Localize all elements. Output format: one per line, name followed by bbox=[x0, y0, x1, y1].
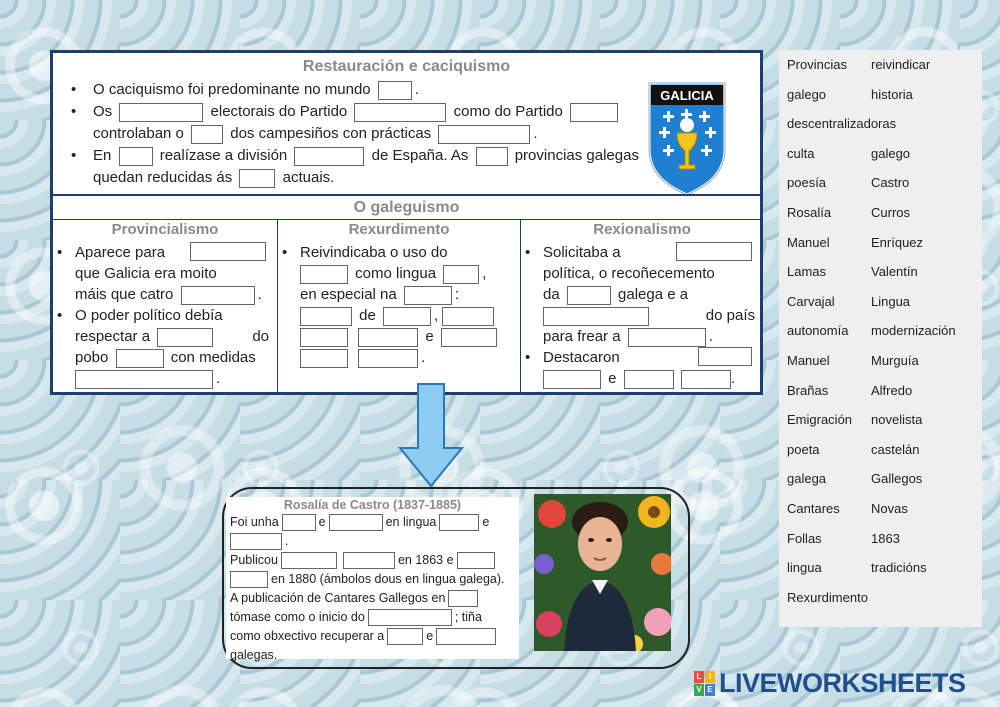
galicia-shield-icon bbox=[645, 79, 729, 197]
text: como lingua bbox=[355, 265, 437, 282]
rexionalismo-column bbox=[520, 219, 763, 392]
blank-input[interactable] bbox=[329, 514, 383, 531]
blank-input[interactable] bbox=[436, 628, 496, 645]
blank-input[interactable] bbox=[300, 349, 348, 368]
word-bank-item[interactable]: galego bbox=[871, 145, 911, 161]
word-bank-item[interactable]: Carvajal bbox=[787, 293, 835, 309]
text: en especial na bbox=[300, 286, 397, 303]
text: do país bbox=[705, 307, 755, 324]
word-bank-item[interactable]: Enríquez bbox=[871, 234, 924, 250]
blank-input[interactable] bbox=[75, 370, 213, 389]
text: como do Partido bbox=[453, 103, 563, 120]
word-bank-item[interactable]: 1863 bbox=[871, 530, 900, 546]
liveworksheets-logo-text: LIVEWORKSHEETS bbox=[719, 668, 966, 698]
blank-input[interactable] bbox=[239, 169, 275, 188]
text: política, o recoñecemento bbox=[543, 265, 715, 282]
text: e bbox=[318, 515, 326, 529]
blank-input[interactable] bbox=[442, 307, 494, 326]
word-bank-item[interactable]: galego bbox=[787, 86, 827, 102]
restauracion-title: Restauración e caciquismo bbox=[302, 58, 511, 75]
text: e bbox=[425, 328, 434, 345]
rosalia-line-7 bbox=[230, 627, 515, 646]
liveworksheets-logo-icon bbox=[694, 671, 716, 697]
word-bank-item[interactable]: Valentín bbox=[871, 264, 918, 280]
rexionalismo-item-1: • Solicitaba a política, o recoñecemento da galega e a do país para frear a . bbox=[523, 242, 755, 347]
blank-input[interactable] bbox=[181, 286, 255, 305]
text: controlaban o bbox=[93, 125, 184, 142]
word-bank-item[interactable]: Lamas bbox=[787, 264, 827, 280]
word-bank-item[interactable]: Lingua bbox=[871, 293, 911, 309]
blank-input[interactable] bbox=[294, 147, 364, 166]
shield-label: GALICIA bbox=[660, 88, 714, 103]
blank-input[interactable] bbox=[119, 147, 153, 166]
text: en 1880 (ámbolos dous en lingua galega). bbox=[271, 572, 505, 586]
text: ; tiña bbox=[454, 610, 482, 624]
rosalia-title: Rosalía de Castro (1837-1885) bbox=[283, 498, 462, 512]
restauracion-item-2: • Os electorais do Partido como do Partido controlaban o dos campesiños con prácticas . bbox=[67, 101, 647, 145]
provincialismo-title: Provincialismo bbox=[111, 221, 219, 238]
word-bank-item[interactable]: culta bbox=[787, 145, 815, 161]
text: Reivindicaba o uso do bbox=[300, 244, 448, 261]
blank-input[interactable] bbox=[681, 370, 731, 389]
blank-input[interactable] bbox=[457, 552, 495, 569]
word-bank-item[interactable]: Manuel bbox=[787, 353, 830, 368]
text: para frear a bbox=[543, 328, 621, 345]
blank-input[interactable] bbox=[190, 242, 266, 261]
word-bank-item[interactable]: Murguía bbox=[871, 353, 919, 368]
liveworksheets-logo bbox=[694, 668, 990, 700]
text: O poder político debía bbox=[75, 307, 223, 324]
blank-input[interactable] bbox=[116, 349, 164, 368]
rexionalismo-title: Rexionalismo bbox=[593, 221, 691, 238]
word-bank-item[interactable]: Provincias bbox=[787, 57, 847, 72]
text: e bbox=[482, 515, 490, 529]
word-bank-item[interactable]: Follas bbox=[787, 530, 822, 546]
blank-input[interactable] bbox=[543, 370, 601, 389]
text: Publicou bbox=[230, 553, 278, 567]
word-bank-item[interactable]: Novas bbox=[871, 501, 908, 516]
blank-input[interactable] bbox=[624, 370, 674, 389]
text: que Galicia era moito bbox=[75, 265, 217, 282]
text: provincias galegas bbox=[514, 147, 639, 164]
rexionalismo-item-2: • Destacaron e . bbox=[523, 347, 755, 389]
text: galega e a bbox=[618, 286, 689, 303]
text: Foi unha bbox=[230, 515, 279, 529]
down-arrow-icon bbox=[398, 382, 464, 488]
text: O caciquismo foi predominante no mundo bbox=[93, 81, 371, 98]
blank-input[interactable] bbox=[191, 125, 223, 144]
text: tómase como o inicio do bbox=[230, 610, 365, 624]
word-bank-item[interactable]: galega bbox=[787, 471, 827, 487]
restauracion-list bbox=[67, 79, 647, 189]
text: A publicación de Cantares Gallegos en bbox=[230, 591, 446, 605]
restauracion-item-1: • O caciquismo foi predominante no mundo . bbox=[67, 79, 647, 101]
divider bbox=[53, 194, 760, 196]
blank-input[interactable] bbox=[358, 328, 418, 347]
blank-input[interactable] bbox=[300, 265, 348, 284]
text: dos campesiños con prácticas bbox=[230, 125, 432, 142]
logo-letter: E bbox=[705, 684, 715, 696]
rosalia-line-8 bbox=[230, 646, 515, 665]
text: Os bbox=[93, 103, 113, 120]
blank-input[interactable] bbox=[119, 103, 203, 122]
blank-input[interactable] bbox=[387, 628, 423, 645]
text: e bbox=[426, 629, 434, 643]
word-bank-item[interactable]: Manuel bbox=[787, 234, 830, 250]
text: Aparece para bbox=[75, 244, 166, 261]
main-worksheet-panel bbox=[50, 50, 763, 395]
rosalia-line-6 bbox=[230, 608, 515, 627]
restauracion-item-3 bbox=[67, 145, 647, 189]
logo-letter: V bbox=[694, 684, 704, 696]
blank-input[interactable] bbox=[476, 147, 508, 166]
text: realízase a división bbox=[159, 147, 288, 164]
blank-input[interactable] bbox=[378, 81, 412, 100]
blank-input[interactable] bbox=[448, 590, 478, 607]
text: e bbox=[608, 370, 617, 387]
rosalia-box bbox=[226, 497, 519, 662]
word-bank-item[interactable]: Rosalía bbox=[787, 205, 832, 220]
logo-letter: L bbox=[694, 671, 704, 683]
text: Destacaron bbox=[543, 349, 620, 366]
blank-input[interactable] bbox=[567, 286, 611, 305]
blank-input[interactable] bbox=[570, 103, 618, 122]
text: galegas. bbox=[230, 648, 278, 662]
text: pobo bbox=[75, 349, 109, 366]
text: en 1863 e bbox=[397, 553, 454, 567]
text: Solicitaba a bbox=[543, 244, 621, 261]
rosalia-line-2: . bbox=[230, 532, 515, 551]
word-bank-item[interactable]: Brañas bbox=[787, 382, 829, 398]
text: con medidas bbox=[170, 349, 256, 366]
text: de España. As bbox=[371, 147, 469, 164]
blank-input[interactable] bbox=[628, 328, 706, 347]
text: respectar a bbox=[75, 328, 151, 345]
blank-input[interactable] bbox=[443, 265, 479, 284]
text: como obxectivo recuperar a bbox=[230, 629, 385, 643]
text: quedan reducidas ás bbox=[93, 169, 233, 186]
text: máis que catro bbox=[75, 286, 174, 303]
word-bank-item[interactable]: poesía bbox=[787, 175, 827, 191]
blank-input[interactable] bbox=[230, 533, 282, 550]
text: actuais. bbox=[282, 169, 335, 186]
blank-input[interactable] bbox=[676, 242, 752, 261]
word-bank-item[interactable]: Rexurdimento bbox=[787, 589, 868, 605]
word-bank-item[interactable]: novelista bbox=[871, 412, 923, 428]
rexurdimento-item-1: • Reivindicaba o uso do como lingua , en especial na : de , e . bbox=[280, 242, 512, 368]
blank-input[interactable] bbox=[157, 328, 213, 347]
blank-input[interactable] bbox=[281, 552, 337, 569]
word-bank-item[interactable]: Cantares bbox=[787, 501, 840, 516]
rosalia-line-4 bbox=[230, 570, 515, 589]
rexurdimento-title: Rexurdimento bbox=[348, 221, 450, 238]
blank-input[interactable] bbox=[698, 347, 752, 366]
blank-input[interactable] bbox=[438, 125, 530, 144]
blank-input[interactable] bbox=[439, 514, 479, 531]
word-bank-item[interactable]: poeta bbox=[787, 441, 820, 457]
word-bank-item[interactable]: Emigración bbox=[787, 412, 853, 428]
blank-input[interactable] bbox=[383, 307, 431, 326]
text: da bbox=[543, 286, 560, 303]
text: electorais do Partido bbox=[210, 103, 348, 120]
blank-input[interactable] bbox=[441, 328, 497, 347]
blank-input[interactable] bbox=[343, 552, 395, 569]
word-bank-item[interactable]: lingua bbox=[787, 560, 822, 576]
text: En bbox=[93, 147, 112, 164]
galeguismo-title: O galeguismo bbox=[353, 199, 460, 216]
text: de bbox=[359, 307, 376, 324]
logo-letter: I bbox=[705, 671, 715, 683]
word-bank-item[interactable]: modernización bbox=[871, 323, 956, 339]
provincialismo-item-2: • O poder político debía respectar a do pobo con medidas . bbox=[55, 305, 269, 389]
blank-input[interactable] bbox=[358, 349, 418, 368]
word-bank-item[interactable]: Castro bbox=[871, 175, 910, 191]
blank-input[interactable] bbox=[300, 328, 348, 347]
blank-input[interactable] bbox=[282, 514, 316, 531]
provincialismo-item-1: • Aparece para que Galicia era moito máis que catro . bbox=[55, 242, 269, 305]
word-bank-item[interactable]: reivindicar bbox=[871, 57, 931, 72]
text: do bbox=[252, 328, 269, 345]
rosalia-portrait-image bbox=[534, 494, 671, 651]
word-bank-item[interactable]: autonomía bbox=[787, 323, 849, 339]
blank-input[interactable] bbox=[300, 307, 352, 326]
blank-input[interactable] bbox=[354, 103, 446, 122]
word-bank-item[interactable]: tradicións bbox=[871, 560, 927, 576]
word-bank-item[interactable]: Curros bbox=[871, 205, 911, 220]
blank-input[interactable] bbox=[543, 307, 649, 326]
word-bank-item[interactable]: descentralizadoras bbox=[787, 116, 897, 132]
rosalia-line-1 bbox=[230, 513, 515, 532]
blank-input[interactable] bbox=[230, 571, 268, 588]
rexurdimento-column bbox=[277, 219, 520, 392]
word-bank-item[interactable]: Alfredo bbox=[871, 382, 913, 398]
word-bank-item[interactable]: Gallegos bbox=[871, 471, 923, 487]
blank-input[interactable] bbox=[404, 286, 452, 305]
word-bank-item[interactable]: castelán bbox=[871, 441, 920, 457]
text: en lingua bbox=[385, 515, 437, 529]
word-bank-item[interactable]: historia bbox=[871, 86, 913, 102]
blank-input[interactable] bbox=[368, 609, 452, 626]
word-bank bbox=[779, 50, 982, 627]
rosalia-line-5 bbox=[230, 589, 515, 608]
provincialismo-column bbox=[53, 219, 277, 392]
rosalia-line-3 bbox=[230, 551, 515, 570]
